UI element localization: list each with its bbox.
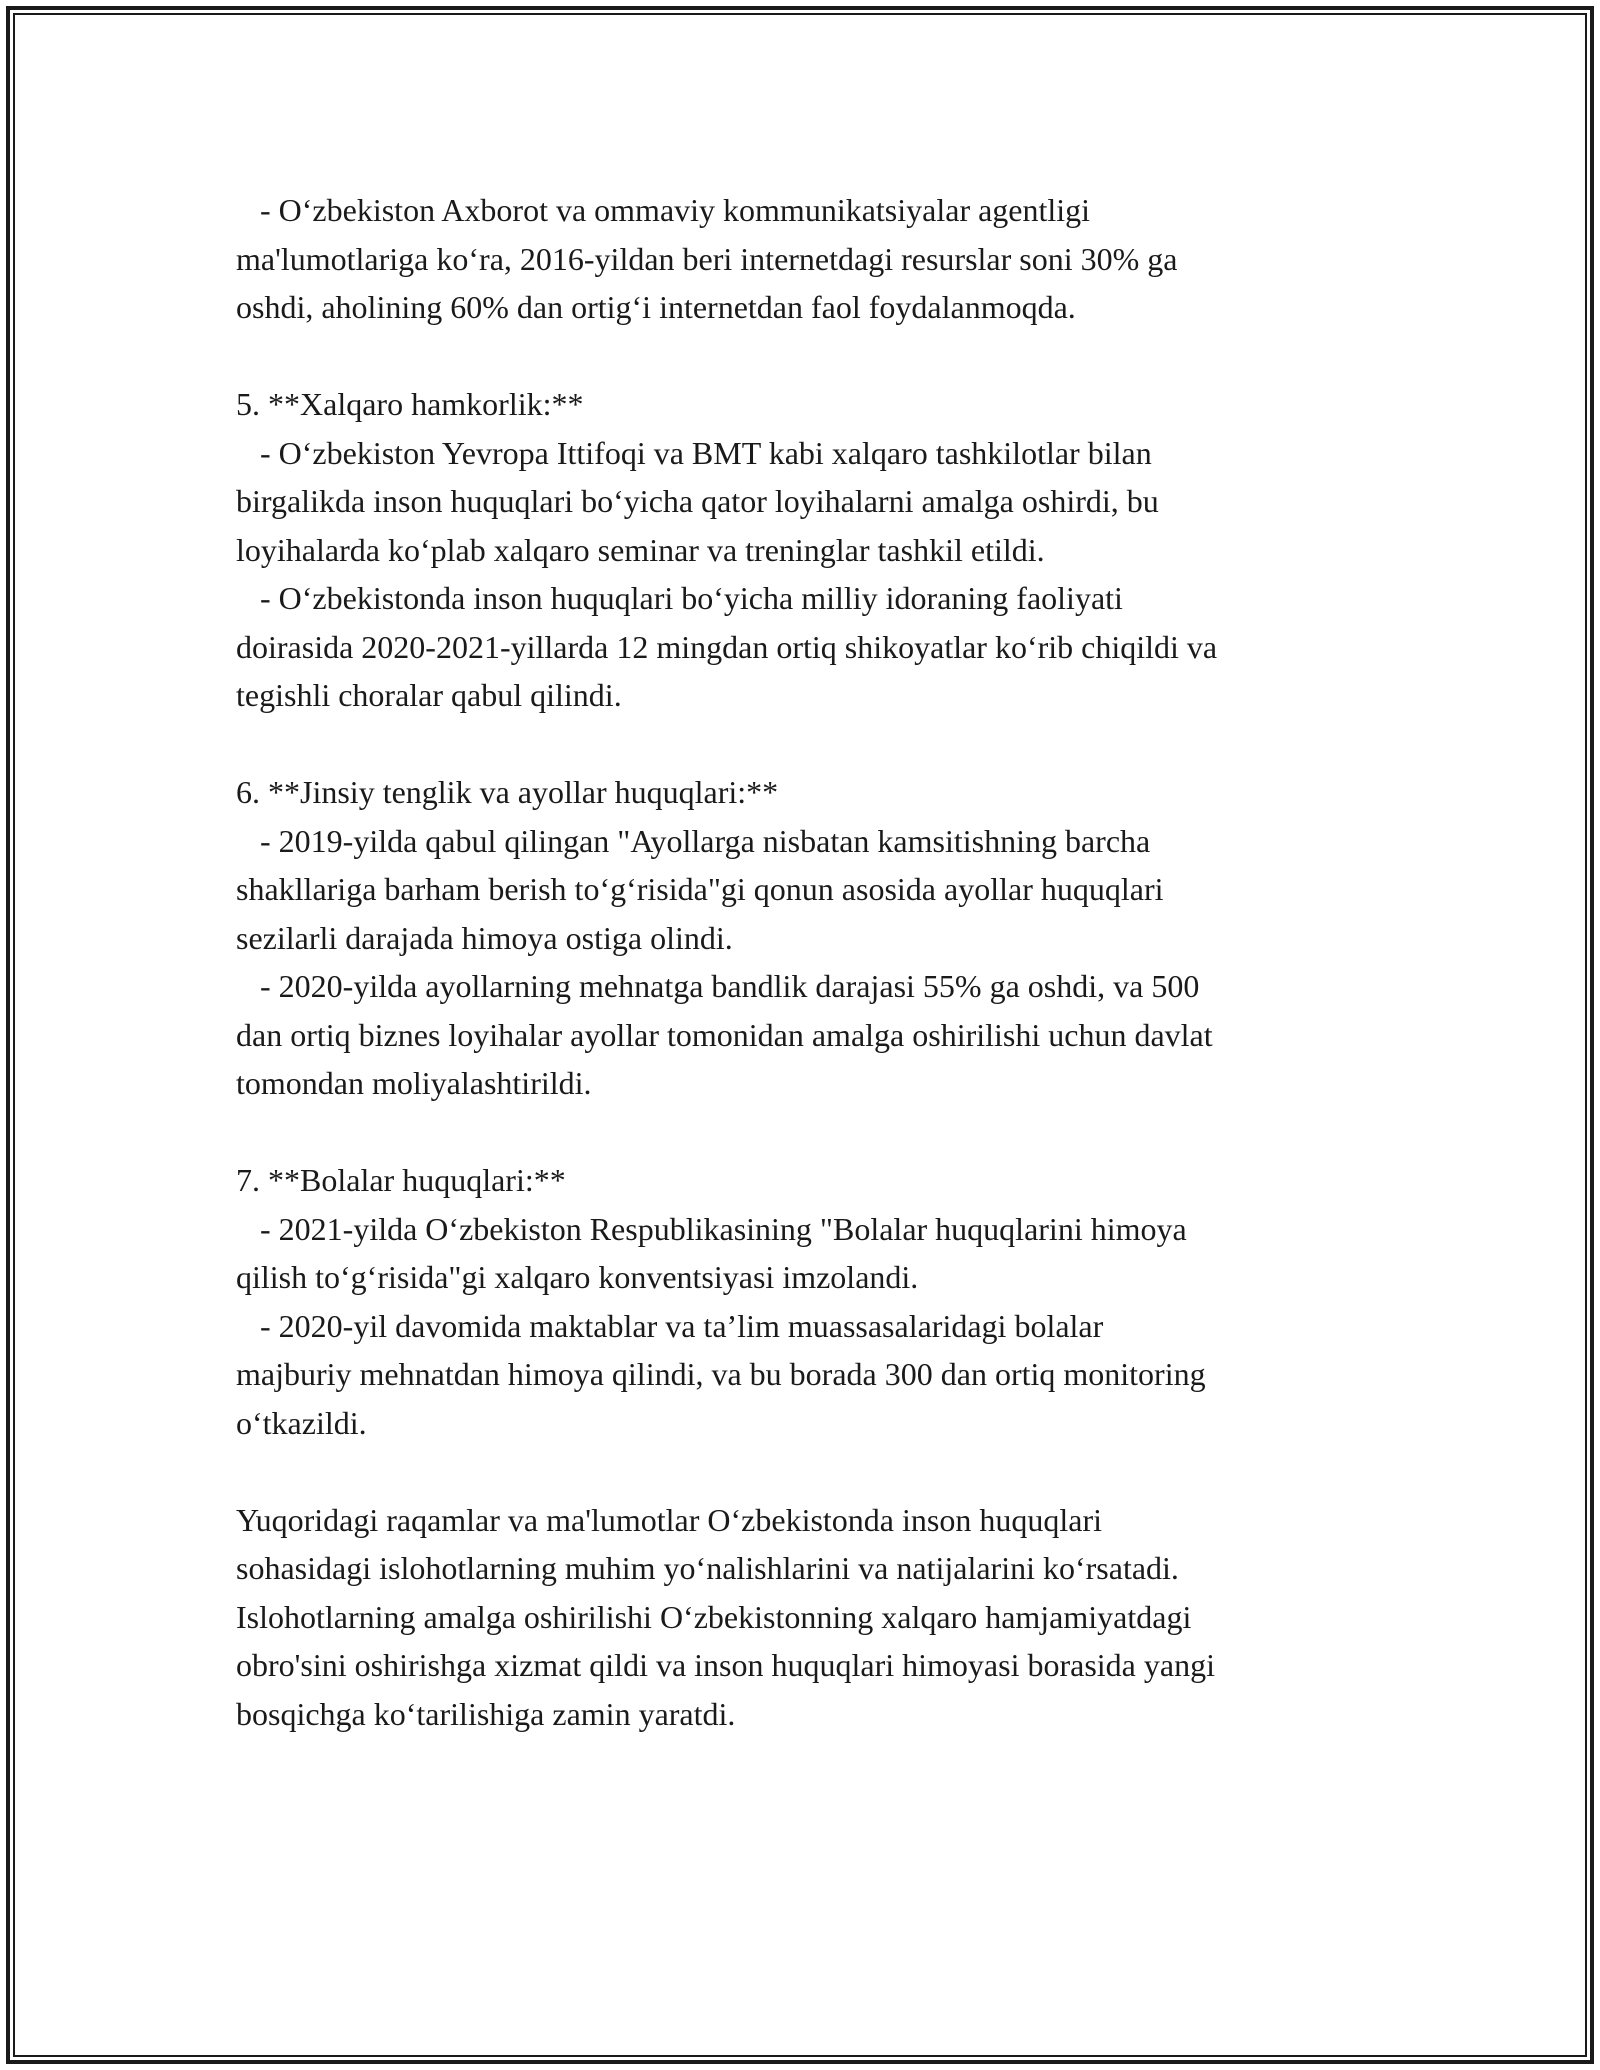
conclusion-line: Yuqoridagi raqamlar va ma'lumotlar O‘zbekistonda inson huquqlari xyxy=(236,1501,1102,1538)
text-line: - O‘zbekistonda inson huquqlari bo‘yicha milliy idoraning faoliyati xyxy=(236,580,1123,616)
text-line: - O‘zbekiston Yevropa Ittifoqi va BMT kabi xalqaro tashkilotlar bilan xyxy=(236,434,1152,471)
section-heading-6: 6. **Jinsiy tenglik va ayollar huquqlari:** xyxy=(236,774,779,810)
text-line: tegishli choralar qabul qilindi. xyxy=(236,677,622,713)
blank-line xyxy=(236,720,1386,769)
text-line: doirasida 2020-2021-yillarda 12 mingdan ortiq shikoyatlar ko‘rib chiqildi va xyxy=(236,628,1218,665)
text-line: - 2021-yilda O‘zbekiston Respublikasining "Bolalar huquqlarini himoya xyxy=(236,1210,1187,1247)
text-line: qilish to‘g‘risida"gi xalqaro konventsiyasi imzolandi. xyxy=(236,1259,919,1295)
blank-line xyxy=(236,332,1386,381)
conclusion-line: obro'sini oshirishga xizmat qildi va inson huquqlari himoyasi borasida yangi xyxy=(236,1647,1215,1683)
document-body xyxy=(236,186,1386,1738)
section-heading-7: 7. **Bolalar huquqlari:** xyxy=(236,1162,566,1198)
blank-line xyxy=(236,1108,1386,1157)
text-line: loyihalarda ko‘plab xalqaro seminar va treninglar tashkil etildi. xyxy=(236,531,1045,568)
conclusion-line: sohasidagi islohotlarning muhim yo‘nalishlarini va natijalarini ko‘rsatadi. xyxy=(236,1550,1179,1586)
section-heading-5: 5. **Xalqaro hamkorlik:** xyxy=(236,386,584,422)
text-line: birgalikda inson huquqlari bo‘yicha qator loyihalarni amalga oshirdi, bu xyxy=(236,483,1159,519)
text-line: majburiy mehnatdan himoya qilindi, va bu borada 300 dan ortiq monitoring xyxy=(236,1356,1206,1392)
text-line: - 2020-yilda ayollarning mehnatga bandlik darajasi 55% ga oshdi, va 500 xyxy=(236,968,1200,1004)
text-line: tomondan moliyalashtirildi. xyxy=(236,1065,592,1101)
text-line: ma'lumotlariga ko‘ra, 2016-yildan beri internetdagi resurslar soni 30% ga xyxy=(236,240,1178,277)
text-line: o‘tkazildi. xyxy=(236,1404,367,1441)
text-line: shakllariga barham berish to‘g‘risida"gi qonun asosida ayollar huquqlari xyxy=(236,871,1164,907)
text-line: - O‘zbekiston Axborot va ommaviy kommunikatsiyalar agentligi xyxy=(236,192,1091,228)
text-line: sezilarli darajada himoya ostiga olindi. xyxy=(236,919,733,956)
text-line: oshdi, aholining 60% dan ortig‘i internetdan faol foydalanmoqda. xyxy=(236,289,1076,325)
conclusion-line: Islohotlarning amalga oshirilishi O‘zbekistonning xalqaro hamjamiyatdagi xyxy=(236,1598,1192,1635)
text-line: dan ortiq biznes loyihalar ayollar tomonidan amalga oshirilishi uchun davlat xyxy=(236,1016,1213,1053)
text-line: - 2020-yil davomida maktablar va ta’lim muassasalaridagi bolalar xyxy=(236,1307,1104,1344)
conclusion-line: bosqichga ko‘tarilishiga zamin yaratdi. xyxy=(236,1695,736,1732)
text-line: - 2019-yilda qabul qilingan "Ayollarga nisbatan kamsitishning barcha xyxy=(236,822,1151,859)
blank-line xyxy=(236,1447,1386,1496)
